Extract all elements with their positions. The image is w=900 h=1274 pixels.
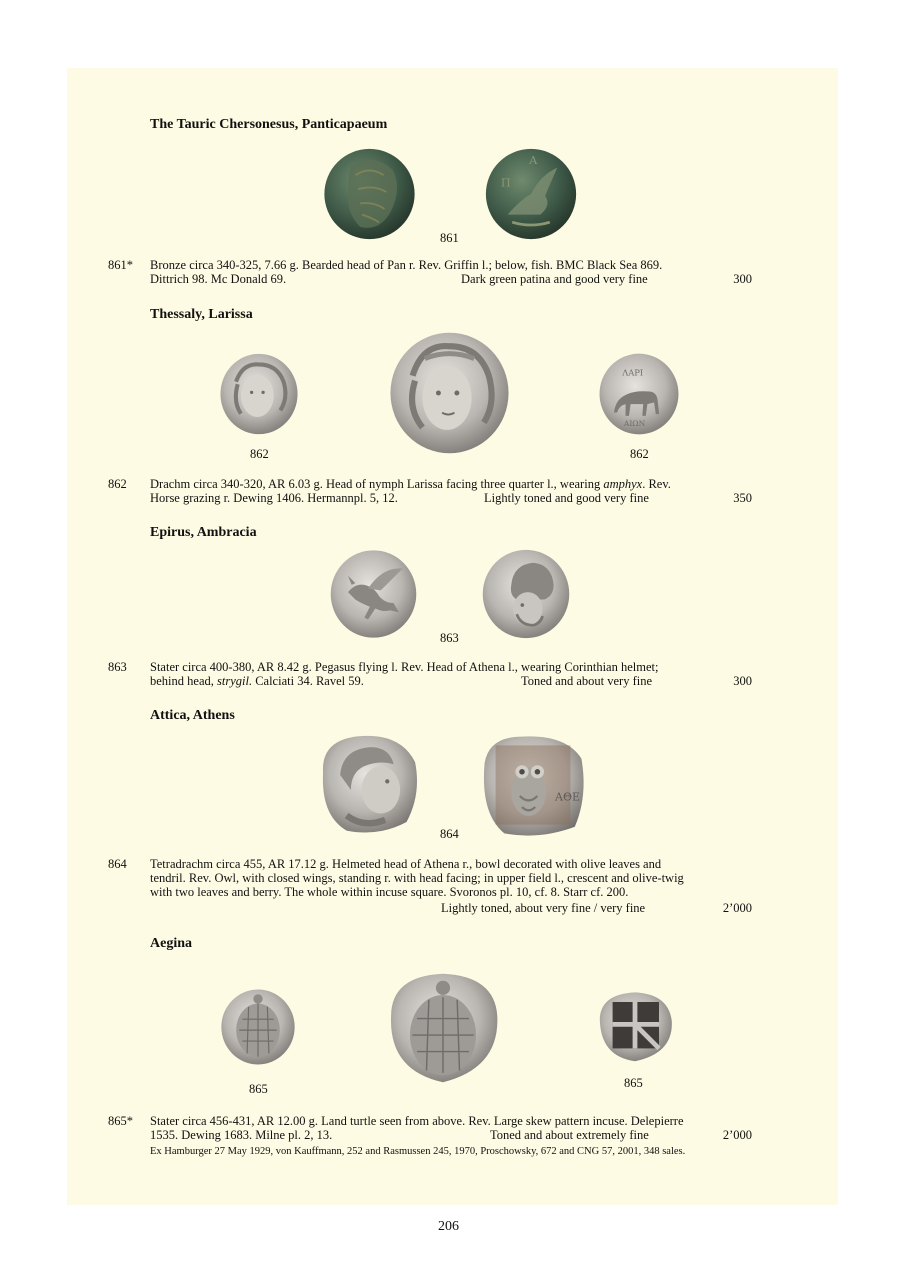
section-heading-aegina: Aegina (150, 936, 192, 951)
lot-estimate-price: 2’000 (722, 901, 752, 915)
lot-condition: Lightly toned and good very fine (484, 491, 649, 505)
coin-number-label: 861 (440, 231, 459, 245)
lot-estimate-price: 350 (733, 491, 752, 505)
coin-number-label: 865 (624, 1076, 643, 1090)
pan-head-coin-image (322, 147, 417, 241)
lot-condition: Toned and about extremely fine (490, 1128, 649, 1142)
lot-description-line: Tetradrachm circa 455, AR 17.12 g. Helmeted head of Athena r., bowl decorated with olive leaves and (150, 857, 662, 871)
page-number: 206 (438, 1219, 459, 1234)
svg-text:ΑΙΩΝ: ΑΙΩΝ (623, 418, 646, 428)
lot-number: 863 (108, 660, 127, 674)
lot-description-line: Stater circa 456-431, AR 12.00 g. Land turtle seen from above. Rev. Large skew pattern incuse. Delepierre (150, 1114, 684, 1128)
larissa-obverse-enlarged-coin-image (388, 328, 511, 458)
lot-estimate-price: 300 (733, 674, 752, 688)
lot-condition: Toned and about very fine (521, 674, 653, 688)
lot-estimate-price: 300 (733, 272, 752, 286)
lot-description-line: Dittrich 98. Mc Donald 69. (150, 272, 287, 286)
owl-tetradrachm-coin-image (478, 730, 588, 840)
skew-incuse-coin-image (589, 986, 681, 1066)
section-heading-ambracia: Epirus, Ambracia (150, 525, 257, 540)
griffin-coin-image (483, 147, 579, 241)
lot-description-line: tendril. Rev. Owl, with closed wings, standing r. with head facing; in upper field l., crescent and olive-twig (150, 871, 684, 885)
lot-number: 864 (108, 857, 127, 871)
horse-grazing-coin-image (597, 350, 681, 438)
lot-provenance-note: Ex Hamburger 27 May 1929, von Kauffmann, 252 and Rasmussen 245, 1970, Proschowsky, 672 and CNG 57, 2001, 348 sales. (150, 1146, 686, 1157)
svg-text:ΑΘΕ: ΑΘΕ (555, 790, 580, 804)
turtle-obverse-enlarged-coin-image (384, 958, 502, 1098)
section-heading-panticapaeum: The Tauric Chersonesus, Panticapaeum (150, 117, 388, 132)
coin-number-label: 865 (249, 1082, 268, 1096)
turtle-obverse-coin-image (219, 980, 297, 1074)
pegasus-coin-image (328, 547, 419, 641)
lot-number: 865* (108, 1114, 133, 1128)
lot-condition: Dark green patina and good very fine (461, 272, 648, 286)
athena-tetradrachm-coin-image (313, 730, 423, 837)
lot-description-line: Horse grazing r. Dewing 1406. Hermannpl. 5, 12. (150, 491, 398, 505)
section-heading-larissa: Thessaly, Larissa (150, 307, 253, 322)
larissa-obverse-coin-image (218, 350, 300, 438)
lot-estimate-price: 2’000 (722, 1128, 752, 1142)
coin-number-label: 864 (440, 827, 459, 841)
lot-description-line: behind head, strygil. Calciati 34. Ravel 59. (150, 674, 364, 688)
coin-number-label: 862 (250, 447, 269, 461)
svg-text:ΛΑΡΙ: ΛΑΡΙ (622, 367, 644, 378)
lot-number: 862 (108, 477, 127, 491)
coin-number-label: 862 (630, 447, 649, 461)
athena-helmet-coin-image (480, 547, 572, 641)
lot-description-line: Drachm circa 340-320, AR 6.03 g. Head of nymph Larissa facing three quarter l., wearing amphyx. Rev. (150, 477, 671, 491)
coin-number-label: 863 (440, 631, 459, 645)
lot-description-line: with two leaves and berry. The whole within incuse square. Svoronos pl. 10, cf. 8. Starr cf. 200. (150, 885, 629, 899)
lot-description-line: Stater circa 400-380, AR 8.42 g. Pegasus flying l. Rev. Head of Athena l., wearing Corinthian helmet; (150, 660, 659, 674)
svg-text:Α: Α (529, 153, 538, 167)
svg-text:Π: Π (500, 176, 511, 190)
lot-condition: Lightly toned, about very fine / very fine (441, 901, 646, 915)
lot-description-line: Bronze circa 340-325, 7.66 g. Bearded head of Pan r. Rev. Griffin l.; below, fish. BMC Black Sea 869. (150, 258, 663, 272)
section-heading-athens: Attica, Athens (150, 708, 235, 723)
lot-number: 861* (108, 258, 133, 272)
lot-description-line: 1535. Dewing 1683. Milne pl. 2, 13. (150, 1128, 333, 1142)
